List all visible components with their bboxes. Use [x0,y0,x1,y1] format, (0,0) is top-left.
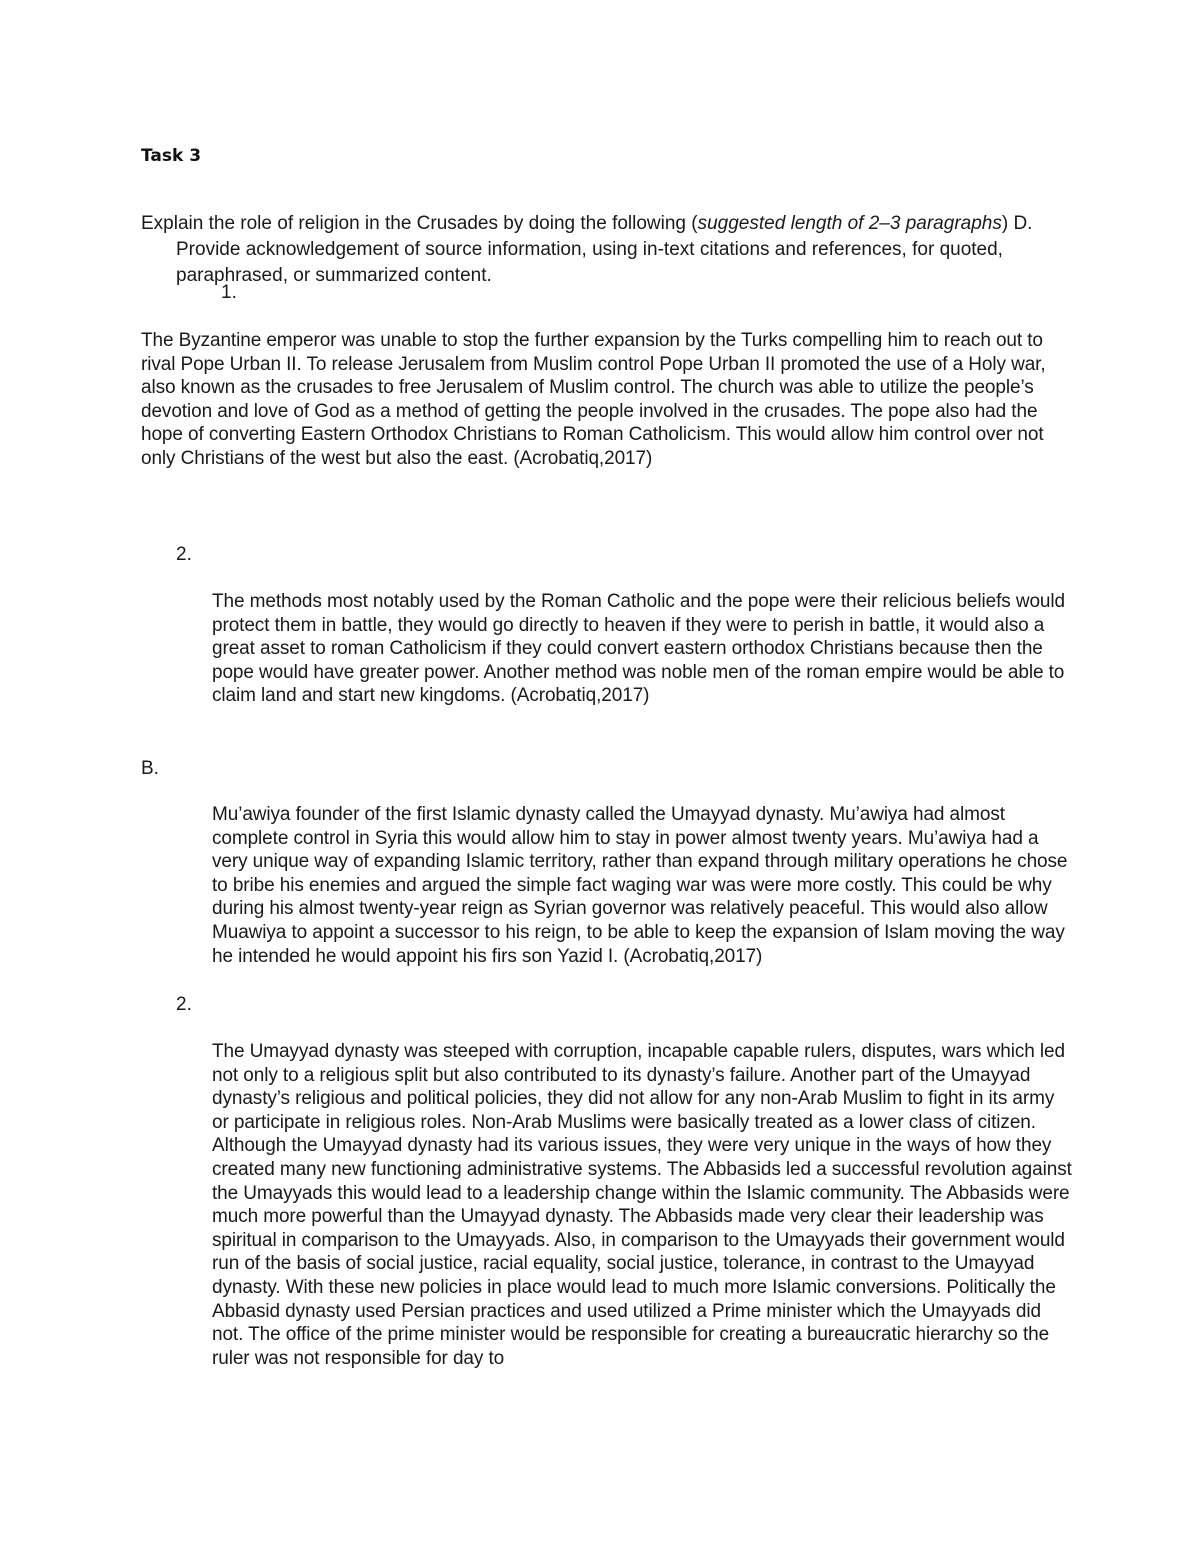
task-prompt [141,211,1076,289]
section-paragraph-1: The Byzantine emperor was unable to stop the further expansion by the Turks compelling him to reach out to rival Pope Urban II. To release Jerusalem from Muslim control Pope Urban II promoted the use of a Holy war, also known as the crusades to free Jerusalem of Muslim control. The church was able to utilize the people’s devotion and love of God as a method of getting the people involved in the crusades. The pope also had the hope of converting Eastern Orthodox Christians to Roman Catholicism. This would allow him control over not only Christians of the west but also the east. (Acrobatiq,2017) [141,330,1046,469]
prompt-italic: suggested length of 2–3 paragraphs [697,213,1002,234]
section-marker-2: 2. [176,544,192,565]
section-marker-b2: 2. [176,994,192,1015]
section-paragraph-2: The methods most notably used by the Roman Catholic and the pope were their relicious beliefs would protect them in battle, they would go directly to heaven if they were to perish in battle, it would also a great asset to roman Catholicism if they could convert eastern orthodox Christians because then the pope would have greater power. Another method was noble men of the roman empire would be able to claim land and start new kingdoms. (Acrobatiq,2017) [212,591,1065,707]
prompt-tail: ) D. Provide acknowledgement of source information, using in-text citations and references, for quoted, paraphrased, or summarized content. [176,213,1033,286]
page-title: Task 3 [141,146,202,166]
section-paragraph-b: Mu’awiya founder of the first Islamic dynasty called the Umayyad dynasty. Mu’awiya had almost complete control in Syria this would allow him to stay in power almost twenty years. Mu’awiya had a very unique way of expanding Islamic territory, rather than expand through military operations he chose to bribe his enemies and argued the simple fact waging war was were more costly. This could be why during his almost twenty-year reign as Syrian governor was relatively peaceful. This would also allow Muawiya to appoint a successor to his reign, to be able to keep the expansion of Islam moving the way he intended he would appoint his firs son Yazid I. (Acrobatiq,2017) [212,804,1068,967]
section-marker-b: B. [141,758,159,779]
prompt-lead: Explain the role of religion in the Crusades by doing the following ( [141,213,698,234]
section-marker-1: 1. [221,282,237,303]
section-paragraph-b2: The Umayyad dynasty was steeped with corruption, incapable capable rulers, disputes, wars which led not only to a religious split but also contributed to its dynasty’s failure. Another part of the Umayyad dynasty’s religious and political policies, they did not allow for any non-Arab Muslim to fight in its army or participate in religious roles. Non-Arab Muslims were basically treated as a lower class of citizen. Although the Umayyad dynasty had its various issues, they were very unique in the ways of how they created many new functioning administrative systems. The Abbasids led a successful revolution against the Umayyads this would lead to a leadership change within the Islamic community. The Abbasids were much more powerful than the Umayyad dynasty. The Abbasids made very clear their leadership was spiritual in comparison to the Umayyads. Also, in comparison to the Umayyads their government would run of the basis of social justice, racial equality, social justice, tolerance, in contrast to the Umayyad dynasty. With these new policies in place would lead to much more Islamic conversions. Politically the Abbasid dynasty used Persian practices and used utilized a Prime minister which the Umayyads did not. The office of the prime minister would be responsible for creating a bureaucratic hierarchy so the ruler was not responsible for day to [212,1041,1072,1369]
